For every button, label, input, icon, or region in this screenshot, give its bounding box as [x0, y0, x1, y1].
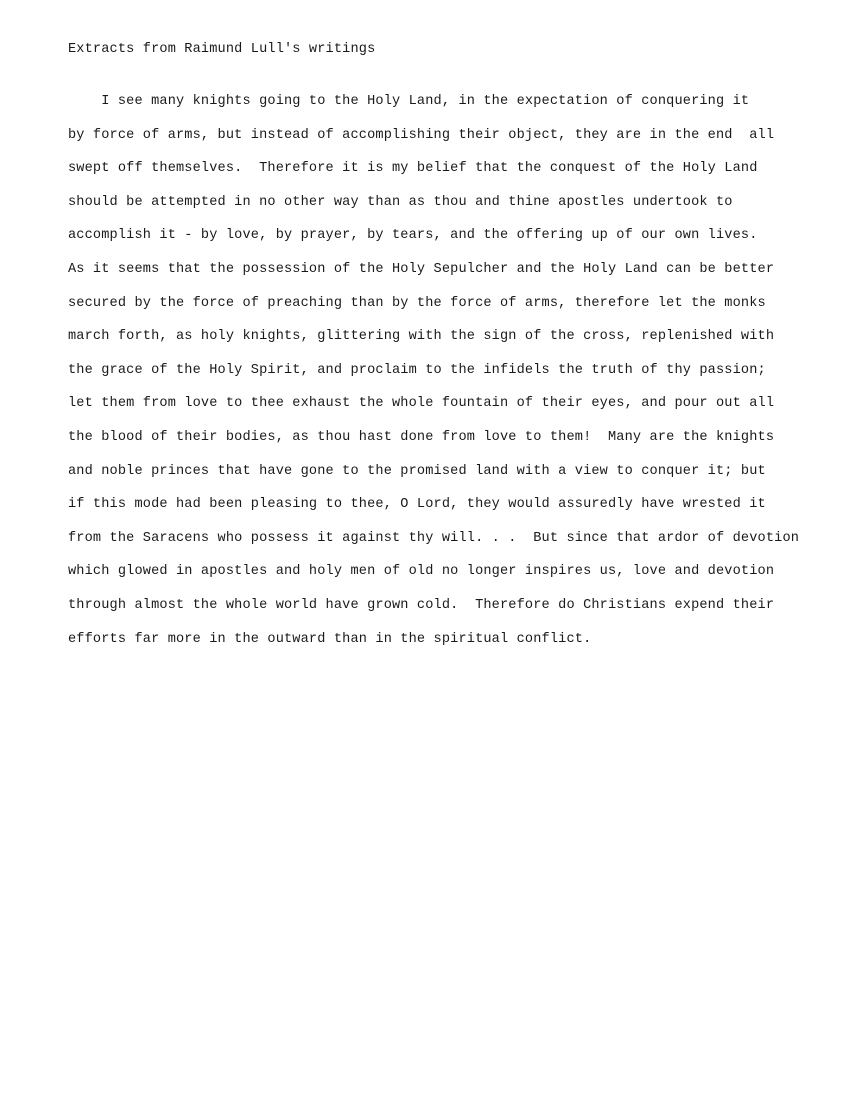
text-line: through almost the whole world have grown cold. Therefore do Christians expend their — [68, 597, 775, 613]
text-line: which glowed in apostles and holy men of old no longer inspires us, love and devotion — [68, 564, 775, 580]
text-line: should be attempted in no other way than as thou and thine apostles undertook to — [68, 194, 733, 210]
text-line: the blood of their bodies, as thou hast done from love to them! Many are the knights — [68, 429, 775, 445]
text-line: efforts far more in the outward than in the spiritual conflict. — [68, 631, 592, 647]
text-line: secured by the force of preaching than by the force of arms, therefore let the monks — [68, 295, 766, 311]
extract-body — [68, 92, 828, 663]
text-line: and noble princes that have gone to the promised land with a view to conquer it; but — [68, 463, 766, 479]
text-line: I see many knights going to the Holy Land, in the expectation of conquering it — [68, 94, 750, 109]
text-line: from the Saracens who possess it against thy will. . . But since that ardor of devotion — [68, 530, 800, 546]
text-line: swept off themselves. Therefore it is my belief that the conquest of the Holy Land — [68, 161, 758, 177]
text-line: by force of arms, but instead of accomplishing their object, they are in the end all — [68, 127, 775, 143]
text-line: accomplish it - by love, by prayer, by tears, and the offering up of our own lives. — [68, 228, 758, 244]
text-line: the grace of the Holy Spirit, and proclaim to the infidels the truth of thy passion; — [68, 362, 766, 378]
text-line: As it seems that the possession of the Holy Sepulcher and the Holy Land can be better — [68, 261, 775, 277]
document-title: Extracts from Raimund Lull's writings — [68, 42, 376, 57]
text-line: march forth, as holy knights, glittering with the sign of the cross, replenished with — [68, 329, 775, 345]
text-line: if this mode had been pleasing to thee, O Lord, they would assuredly have wrested it — [68, 497, 766, 513]
text-line: let them from love to thee exhaust the whole fountain of their eyes, and pour out all — [68, 396, 775, 412]
